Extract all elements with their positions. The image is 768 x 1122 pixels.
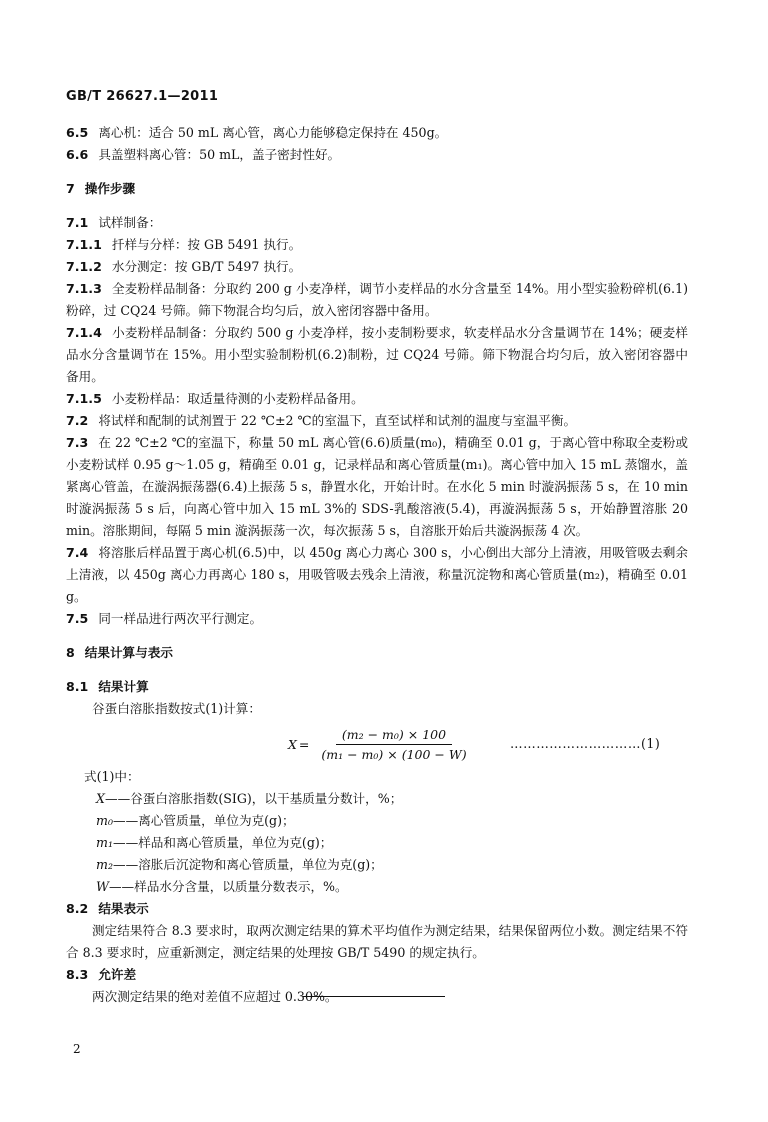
clause-number: 8.3 xyxy=(66,967,89,982)
formula-numerator: (m₂ − m₀) × 100 xyxy=(336,726,452,745)
clause-7-5 xyxy=(66,608,688,630)
clause-6-5 xyxy=(66,122,688,144)
definition-symbol: W xyxy=(96,879,109,894)
clause-number: 7.2 xyxy=(66,413,89,428)
clause-7-1-5 xyxy=(66,388,688,410)
clause-text: 同一样品进行两次平行测定。 xyxy=(98,611,263,626)
clause-number: 6.5 xyxy=(66,125,89,140)
section-number: 8 xyxy=(66,645,75,660)
clause-title: 结果计算 xyxy=(98,679,149,694)
definition-text: ——样品和离心管质量，单位为克(g)； xyxy=(113,835,333,850)
definition-m0 xyxy=(66,810,688,832)
clause-7-1-2 xyxy=(66,256,688,278)
section-title: 结果计算与表示 xyxy=(84,645,173,660)
definition-x xyxy=(66,788,688,810)
clause-number: 6.6 xyxy=(66,147,89,162)
clause-7-1 xyxy=(66,212,688,234)
clause-number: 7.1.2 xyxy=(66,259,102,274)
clause-7-1-4 xyxy=(66,322,688,388)
clause-7-1-3 xyxy=(66,278,688,322)
standard-code: GB/T 26627.1—2011 xyxy=(66,89,219,104)
section-8-heading xyxy=(66,642,688,664)
formula-fraction xyxy=(315,726,472,763)
clause-number: 8.1 xyxy=(66,679,89,694)
clause-8-2-heading xyxy=(66,898,688,920)
clause-title: 允许差 xyxy=(98,967,137,982)
formula-number: …………………………(1) xyxy=(510,736,661,751)
clause-7-3 xyxy=(66,432,688,542)
clause-number: 7.1.5 xyxy=(66,391,102,406)
clause-7-2 xyxy=(66,410,688,432)
section-number: 7 xyxy=(66,181,75,196)
clause-text: 小麦粉样品制备：分取约 500 g 小麦净样，按小麦制粉要求，软麦样品水分含量调节在 14%；硬麦样品水分含量调节在 15%。用小型实验制粉机(6.2)制粉，过 CQ24 号筛。筛下物混合均匀后，放入密闭容器中备用。 xyxy=(66,325,688,384)
clause-text: 具盖塑料离心管：50 mL，盖子密封性好。 xyxy=(98,147,341,162)
formula-where: 式(1)中： xyxy=(84,769,140,784)
clause-text: 试样制备： xyxy=(98,215,162,230)
definition-text: ——样品水分含量，以质量分数表示，%。 xyxy=(108,879,348,894)
clause-number: 7.4 xyxy=(66,545,89,560)
definition-text: ——离心管质量，单位为克(g)； xyxy=(113,813,295,828)
clause-8-2-text: 测定结果符合 8.3 要求时，取两次测定结果的算术平均值作为测定结果，结果保留两位小数。测定结果不符合 8.3 要求时，应重新测定，测定结果的处理按 GB/T 5490 的规定执行。 xyxy=(66,923,688,960)
clause-number: 7.1.1 xyxy=(66,237,102,252)
formula-1 xyxy=(66,724,688,764)
clause-number: 7.1.4 xyxy=(66,325,102,340)
definition-symbol: m₀ xyxy=(96,813,113,828)
clause-number: 7.1.3 xyxy=(66,281,102,296)
formula-denominator: (m₁ − m₀) × (100 − W) xyxy=(321,747,467,762)
clause-8-3-heading xyxy=(66,964,688,986)
definition-symbol: m₁ xyxy=(96,835,113,850)
section-title: 操作步骤 xyxy=(84,181,136,196)
clause-number: 8.2 xyxy=(66,901,89,916)
end-rule xyxy=(303,996,445,997)
formula-expression xyxy=(288,726,473,763)
clause-number: 7.3 xyxy=(66,435,89,450)
definition-w xyxy=(66,876,688,898)
clause-6-6 xyxy=(66,144,688,166)
formula-intro: 谷蛋白溶胀指数按式(1)计算： xyxy=(92,701,261,716)
clause-8-1-heading xyxy=(66,676,688,698)
definition-text: ——溶胀后沉淀物和离心管质量，单位为克(g)； xyxy=(113,857,383,872)
formula-lhs: X xyxy=(288,736,297,752)
clause-7-4 xyxy=(66,542,688,608)
clause-title: 结果表示 xyxy=(98,901,149,916)
clause-text: 将溶胀后样品置于离心机(6.5)中，以 450g 离心力离心 300 s，小心倒出大部分上清液，用吸管吸去剩余上清液，以 450g 离心力再离心 180 s，用吸管吸去残余上清液，称量沉淀物和离心管质量(m₂)，精确至 0.01 g。 xyxy=(66,545,688,604)
section-7-heading xyxy=(66,178,688,200)
clause-text: 水分测定：按 GB/T 5497 执行。 xyxy=(111,259,302,274)
clause-number: 7.5 xyxy=(66,611,89,626)
clause-text: 在 22 ℃±2 ℃的室温下，称量 50 mL 离心管(6.6)质量(m₀)，精确至 0.01 g，于离心管中称取全麦粉或小麦粉试样 0.95 g～1.05 g，精确至 0.01 g，记录样品和离心管质量(m₁)。离心管中加入 15 mL 蒸馏水，盖紧离心管盖，在漩涡振荡器(6.4)上振荡 5 s，静置水化，开始计时。在水化 5 min 时漩涡振荡 5 s，在 10 min 时漩涡振荡 5 s 后，向离心管中加入 15 mL 3%的 SDS-乳酸溶液(5.4)，再漩涡振荡 5 s，开始静置溶胀 20 min。溶胀期间，每隔 5 min 漩涡振荡一次，每次振荡 5 s，自溶胀开始后共漩涡振荡 4 次。 xyxy=(66,435,688,538)
clause-number: 7.1 xyxy=(66,215,89,230)
clause-text: 扦样与分样：按 GB 5491 执行。 xyxy=(111,237,302,252)
clause-text: 全麦粉样品制备：分取约 200 g 小麦净样，调节小麦样品的水分含量至 14%。用小型实验粉碎机(6.1)粉碎，过 CQ24 号筛。筛下物混合均匀后，放入密闭容器中备用。 xyxy=(66,281,688,318)
definition-text: ——谷蛋白溶胀指数(SIG)，以干基质量分数计，%； xyxy=(104,791,403,806)
clause-8-3-text: 两次测定结果的绝对差值不应超过 0.30%。 xyxy=(92,989,338,1004)
document-body xyxy=(66,122,688,1008)
definition-symbol: X xyxy=(96,791,105,806)
page-number: 2 xyxy=(73,1042,81,1056)
formula-equals: = xyxy=(298,736,310,752)
clause-7-1-1 xyxy=(66,234,688,256)
definition-m1 xyxy=(66,832,688,854)
definition-symbol: m₂ xyxy=(96,857,113,872)
clause-text: 将试样和配制的试剂置于 22 ℃±2 ℃的室温下，直至试样和试剂的温度与室温平衡。 xyxy=(98,413,577,428)
clause-text: 离心机：适合 50 mL 离心管，离心力能够稳定保持在 450g。 xyxy=(98,125,448,140)
definition-m2 xyxy=(66,854,688,876)
clause-text: 小麦粉样品：取适量待测的小麦粉样品备用。 xyxy=(111,391,364,406)
